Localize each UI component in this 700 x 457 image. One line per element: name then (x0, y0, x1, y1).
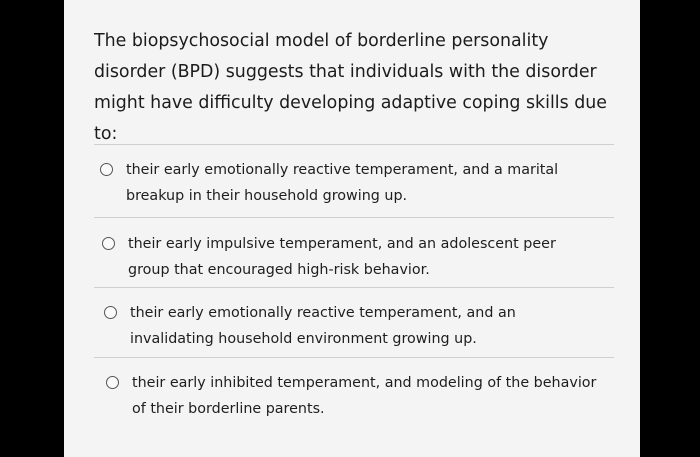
question-text: The biopsychosocial model of borderline personality disorder (BPD) suggests that individuals with the disorder might have difficulty developing adaptive coping skills due to: (94, 31, 607, 144)
divider (94, 287, 614, 288)
answer-option-2-label: their early impulsive temperament, and an adolescent peer group that encouraged high-risk behavior. (128, 236, 556, 278)
answer-option-4-label: their early inhibited temperament, and modeling of the behavior of their borderline parents. (132, 375, 597, 417)
divider (94, 217, 614, 218)
answer-option-1[interactable] (100, 157, 591, 209)
radio-button-2[interactable] (102, 237, 115, 250)
answer-option-3-label: their early emotionally reactive temperament, and an invalidating household environment growing up. (130, 305, 516, 347)
radio-button-3[interactable] (104, 306, 117, 319)
divider (94, 144, 614, 145)
answer-option-2[interactable] (102, 231, 593, 283)
answer-option-3[interactable] (104, 300, 595, 352)
answer-option-1-label: their early emotionally reactive temperament, and a marital breakup in their household growing up. (126, 162, 559, 204)
answer-option-4[interactable] (106, 370, 597, 422)
question-card (64, 0, 640, 457)
radio-button-1[interactable] (100, 163, 113, 176)
divider (94, 357, 614, 358)
radio-button-4[interactable] (106, 376, 119, 389)
